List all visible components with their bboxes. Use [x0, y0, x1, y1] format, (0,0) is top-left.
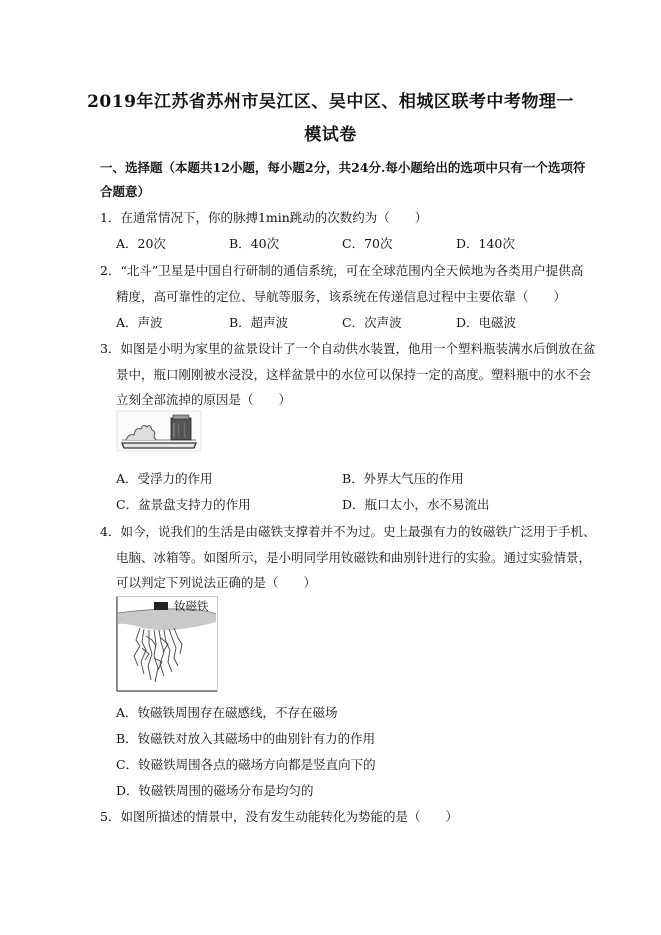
question-4-option-c: C．钕磁铁周围各点的磁场方向都是竖直向下的	[116, 757, 376, 772]
question-2-option-c: C．次声波	[342, 315, 402, 330]
question-2-option-d: D．电磁波	[456, 315, 517, 330]
question-1-option-c: C．70次	[342, 236, 393, 251]
question-3-option-c: C．盆景盘支持力的作用	[116, 497, 251, 512]
question-3-option-b: B．外界大气压的作用	[342, 471, 464, 486]
question-3-option-a: A．受浮力的作用	[116, 471, 213, 486]
question-2-stem-line-2: 精度，高可靠性的定位、导航等服务，该系统在传递信息过程中主要依靠（ ）	[116, 289, 567, 304]
exam-title-line-2: 模试卷	[304, 125, 357, 145]
section-heading-line-1: 一、选择题（本题共12小题，每小题2分，共24分.每小题给出的选项中只有一个选项符	[100, 160, 586, 175]
section-heading-line-2: 合题意）	[100, 184, 151, 199]
question-2-stem-line-1: 2．“北斗”卫星是中国自行研制的通信系统，可在全球范围内全天候地为各类用户提供高	[100, 263, 584, 278]
question-3-option-d: D．瓶口太小，水不易流出	[342, 497, 490, 512]
question-5-stem: 5．如图所描述的情景中，没有发生动能转化为势能的是（ ）	[100, 809, 458, 824]
question-4-stem-line-1: 4．如今，说我们的生活是由磁铁支撑着并不为过。史上最强有力的钕磁铁广泛用于手机、	[100, 524, 596, 539]
question-2-option-b: B．超声波	[229, 315, 289, 330]
question-3-stem-line-1: 3．如图是小明为家里的盆景设计了一个自动供水装置，他用一个塑料瓶装满水后倒放在盆	[100, 341, 596, 356]
question-2-option-a: A．声波	[116, 315, 163, 330]
exam-title-line-1: 2019年江苏省苏州市吴江区、吴中区、相城区联考中考物理一	[87, 92, 574, 112]
magnet-figure-label: 钕磁铁	[174, 599, 209, 613]
question-4-option-d: D．钕磁铁周围的磁场分布是均匀的	[116, 783, 314, 798]
question-3-stem-line-2: 景中，瓶口刚刚被水浸没，这样盆景中的水位可以保持一定的高度。塑料瓶中的水不会	[116, 367, 592, 382]
question-4-option-a: A．钕磁铁周围存在磁感线，不存在磁场	[116, 705, 338, 720]
question-1-option-d: D．140次	[456, 236, 515, 251]
question-4-option-b: B．钕磁铁对放入其磁场中的曲别针有力的作用	[116, 731, 376, 746]
question-1-option-a: A．20次	[116, 236, 166, 251]
question-3-stem-line-3: 立刻全部流掉的原因是（ ）	[116, 392, 292, 407]
question-1-option-b: B．40次	[229, 236, 280, 251]
question-4-stem-line-3: 可以判定下列说法正确的是（ ）	[116, 575, 317, 590]
question-4-stem-line-2: 电脑、冰箱等。如图所示，是小明同学用钕磁铁和曲别针进行的实验。通过实验情景，	[116, 550, 592, 565]
plant-pot-water-supply-figure	[116, 410, 202, 452]
question-1-stem: 1．在通常情况下，你的脉搏1min跳动的次数约为（ ）	[100, 210, 428, 225]
